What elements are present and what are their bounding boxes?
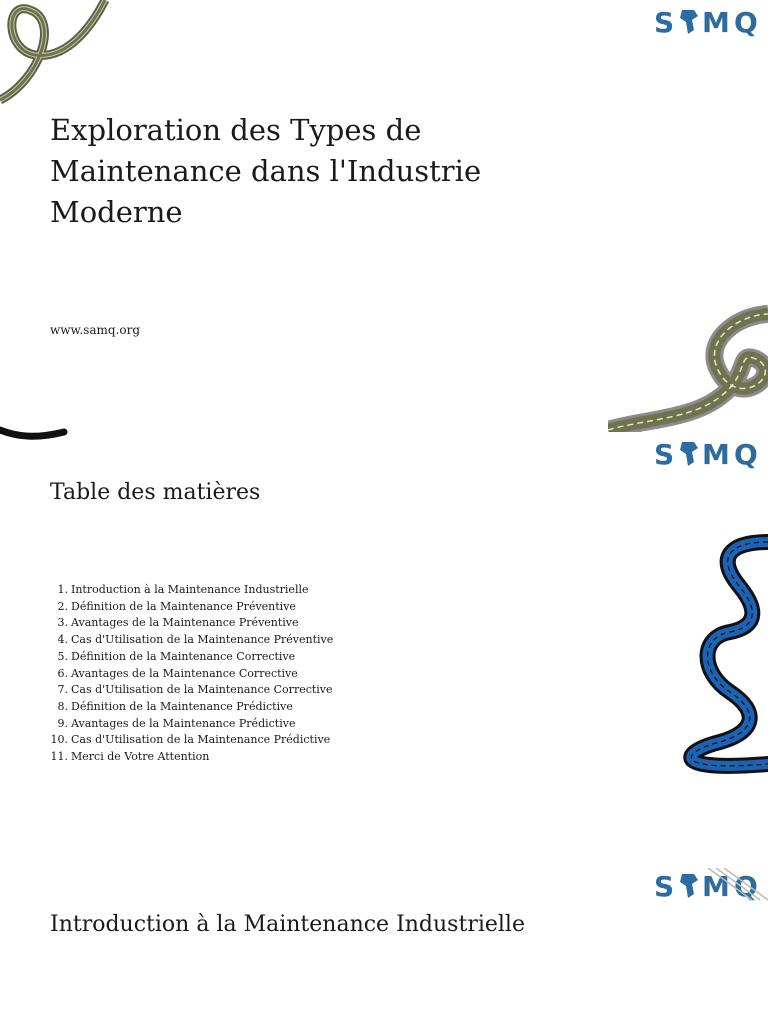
toc-item-number: 9. bbox=[57, 716, 68, 730]
intro-title: Introduction à la Maintenance Industrielle bbox=[50, 912, 525, 937]
svg-text:Q: Q bbox=[734, 870, 758, 902]
toc-item[interactable] bbox=[50, 716, 333, 733]
svg-text:M: M bbox=[702, 870, 730, 902]
toc-item-number: 7. bbox=[57, 683, 68, 697]
svg-text:Q: Q bbox=[734, 6, 758, 38]
website-url[interactable]: www.samq.org bbox=[50, 323, 141, 337]
toc-title: Table des matières bbox=[50, 480, 261, 505]
toc-list bbox=[50, 582, 333, 766]
road-loop-decoration bbox=[608, 300, 768, 432]
toc-item-label: Cas d'Utilisation de la Maintenance Corrective bbox=[71, 683, 333, 697]
toc-item-label: Cas d'Utilisation de la Maintenance Prédictive bbox=[71, 733, 331, 747]
title-slide bbox=[0, 0, 768, 432]
samq-logo bbox=[652, 436, 768, 470]
toc-item[interactable] bbox=[50, 649, 333, 666]
samq-logo bbox=[652, 868, 768, 902]
toc-item[interactable] bbox=[50, 666, 333, 683]
toc-item-label: Cas d'Utilisation de la Maintenance Préventive bbox=[71, 633, 334, 647]
toc-item-number: 4. bbox=[57, 633, 68, 647]
black-stroke-decoration bbox=[0, 432, 80, 446]
svg-text:M: M bbox=[702, 438, 730, 470]
black-stroke-decoration bbox=[0, 400, 80, 432]
toc-slide bbox=[0, 432, 768, 864]
toc-item[interactable] bbox=[50, 599, 333, 616]
toc-item-label: Avantages de la Maintenance Corrective bbox=[71, 666, 298, 680]
toc-item[interactable] bbox=[50, 732, 333, 749]
toc-item-number: 2. bbox=[57, 599, 68, 613]
presentation-title: Exploration des Types de Maintenance dans l'Industrie Moderne bbox=[50, 113, 482, 229]
svg-text:Q: Q bbox=[734, 438, 758, 470]
toc-item-number: 6. bbox=[57, 666, 68, 680]
svg-text:S: S bbox=[654, 6, 675, 38]
road-curve-decoration bbox=[660, 532, 768, 782]
toc-item-number: 10. bbox=[50, 733, 68, 747]
toc-item-label: Avantages de la Maintenance Prédictive bbox=[71, 716, 296, 730]
toc-item[interactable] bbox=[50, 582, 333, 599]
svg-text:S: S bbox=[654, 438, 675, 470]
intro-slide bbox=[0, 864, 768, 1024]
road-swirl-decoration bbox=[0, 0, 120, 110]
toc-item[interactable] bbox=[50, 615, 333, 632]
toc-item-label: Définition de la Maintenance Prédictive bbox=[71, 699, 293, 713]
toc-item-label: Introduction à la Maintenance Industrielle bbox=[71, 583, 309, 596]
toc-item-number: 8. bbox=[57, 699, 68, 713]
toc-item[interactable] bbox=[50, 699, 333, 716]
toc-item[interactable] bbox=[50, 749, 333, 766]
toc-item-label: Définition de la Maintenance Préventive bbox=[71, 599, 296, 613]
toc-item[interactable] bbox=[50, 682, 333, 699]
svg-text:M: M bbox=[702, 6, 730, 38]
svg-text:S: S bbox=[654, 870, 675, 902]
samq-logo bbox=[652, 4, 768, 38]
toc-item[interactable] bbox=[50, 632, 333, 649]
toc-item-label: Définition de la Maintenance Corrective bbox=[71, 649, 296, 663]
toc-item-number: 11. bbox=[50, 750, 68, 764]
toc-item-number: 3. bbox=[57, 616, 68, 630]
toc-item-number: 1. bbox=[57, 583, 68, 596]
toc-item-label: Avantages de la Maintenance Préventive bbox=[71, 616, 299, 630]
toc-item-number: 5. bbox=[57, 649, 68, 663]
toc-item-label: Merci de Votre Attention bbox=[71, 750, 210, 764]
